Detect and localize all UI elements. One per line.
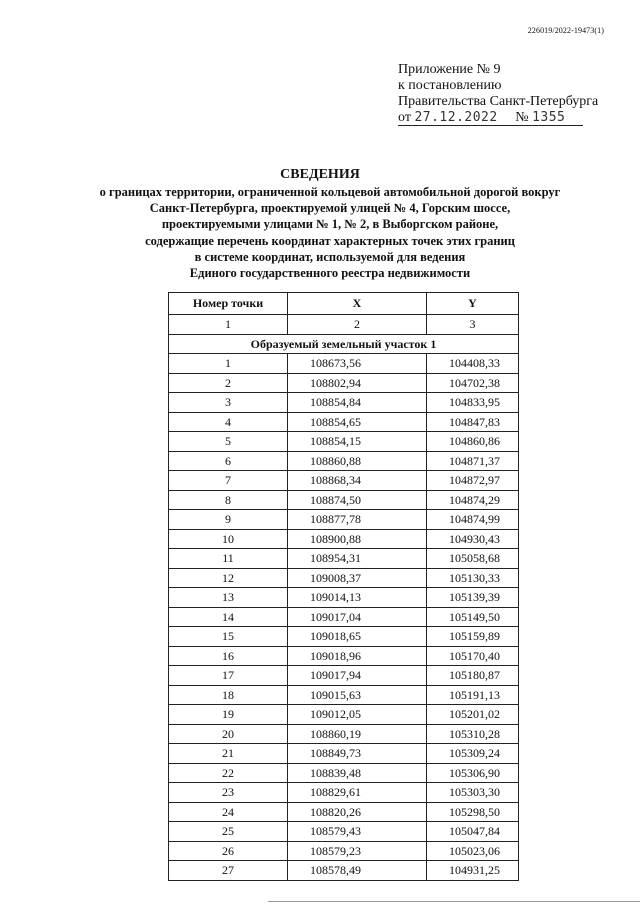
- point-number-cell: 19: [169, 705, 288, 725]
- y-cell: 105201,02: [427, 705, 519, 725]
- table-row: [169, 724, 519, 744]
- coordinates-table: [168, 292, 519, 881]
- point-number-cell: 21: [169, 744, 288, 764]
- y-cell: 104874,99: [427, 510, 519, 530]
- point-number-cell: 17: [169, 666, 288, 686]
- section-title: Образуемый земельный участок 1: [169, 334, 519, 354]
- table-row: [169, 666, 519, 686]
- appendix-line-3: Правительства Санкт-Петербурга: [398, 94, 599, 109]
- decree-number: 1355: [532, 110, 566, 125]
- table-row: [169, 783, 519, 803]
- table-row: [169, 705, 519, 725]
- x-cell: 109015,63: [288, 685, 427, 705]
- point-number-cell: 20: [169, 724, 288, 744]
- point-number-cell: 5: [169, 432, 288, 452]
- x-cell: 108579,43: [288, 822, 427, 842]
- x-cell: 108874,50: [288, 490, 427, 510]
- date-prefix: от: [398, 110, 411, 125]
- document-id: 226019/2022-19473(1): [527, 26, 604, 35]
- appendix-line-1: Приложение № 9: [398, 62, 501, 77]
- x-cell: 108868,34: [288, 471, 427, 491]
- table-row: [169, 646, 519, 666]
- y-cell: 105170,40: [427, 646, 519, 666]
- y-cell: 104871,37: [427, 451, 519, 471]
- x-cell: 108579,23: [288, 841, 427, 861]
- section-row: [169, 334, 519, 354]
- column-number-row: [169, 315, 519, 335]
- y-cell: 105191,13: [427, 685, 519, 705]
- table-row: [169, 510, 519, 530]
- y-cell: 105180,87: [427, 666, 519, 686]
- x-cell: 108860,19: [288, 724, 427, 744]
- y-cell: 105047,84: [427, 822, 519, 842]
- x-cell: 108849,73: [288, 744, 427, 764]
- column-number: 2: [288, 315, 427, 335]
- document-subtitle: [60, 184, 600, 281]
- table-row: [169, 841, 519, 861]
- y-cell: 105139,39: [427, 588, 519, 608]
- point-number-cell: 23: [169, 783, 288, 803]
- document-title: СВЕДЕНИЯ: [280, 167, 360, 182]
- column-number: 3: [427, 315, 519, 335]
- x-cell: 108900,88: [288, 529, 427, 549]
- x-cell: 108578,49: [288, 861, 427, 881]
- point-number-cell: 24: [169, 802, 288, 822]
- point-number-cell: 25: [169, 822, 288, 842]
- table-row: [169, 471, 519, 491]
- x-cell: 108854,65: [288, 412, 427, 432]
- y-cell: 104833,95: [427, 393, 519, 413]
- table-row: [169, 627, 519, 647]
- subtitle-line: о границах территории, ограниченной кольцевой автомобильной дорогой вокруг: [99, 185, 561, 199]
- x-cell: 108829,61: [288, 783, 427, 803]
- table-row: [169, 373, 519, 393]
- header-x: X: [288, 293, 427, 315]
- x-cell: 109017,94: [288, 666, 427, 686]
- point-number-cell: 8: [169, 490, 288, 510]
- header-y: Y: [427, 293, 519, 315]
- x-cell: 108802,94: [288, 373, 427, 393]
- point-number-cell: 18: [169, 685, 288, 705]
- x-cell: 108673,56: [288, 354, 427, 374]
- y-cell: 105310,28: [427, 724, 519, 744]
- subtitle-line: проектируемыми улицами № 1, № 2, в Выборгском районе,: [161, 217, 499, 232]
- table-row: [169, 490, 519, 510]
- x-cell: 108854,84: [288, 393, 427, 413]
- y-cell: 105303,30: [427, 783, 519, 803]
- appendix-line-2: к постановлению: [398, 78, 502, 93]
- x-cell: 108839,48: [288, 763, 427, 783]
- point-number-cell: 15: [169, 627, 288, 647]
- point-number-cell: 22: [169, 763, 288, 783]
- header-point-number: Номер точки: [169, 293, 288, 315]
- table-row: [169, 432, 519, 452]
- x-cell: 109012,05: [288, 705, 427, 725]
- table-header-row: [169, 293, 519, 315]
- point-number-cell: 16: [169, 646, 288, 666]
- point-number-cell: 27: [169, 861, 288, 881]
- table-row: [169, 763, 519, 783]
- point-number-cell: 9: [169, 510, 288, 530]
- subtitle-line: Единого государственного реестра недвижимости: [189, 266, 471, 281]
- point-number-cell: 26: [169, 841, 288, 861]
- table-row: [169, 549, 519, 569]
- point-number-cell: 6: [169, 451, 288, 471]
- appendix-date-line: [398, 110, 598, 126]
- point-number-cell: 12: [169, 568, 288, 588]
- y-cell: 105149,50: [427, 607, 519, 627]
- appendix-block: [398, 62, 598, 126]
- y-cell: 105309,24: [427, 744, 519, 764]
- y-cell: 105023,06: [427, 841, 519, 861]
- point-number-cell: 11: [169, 549, 288, 569]
- table-row: [169, 802, 519, 822]
- y-cell: 104847,83: [427, 412, 519, 432]
- table-row: [169, 354, 519, 374]
- x-cell: 109014,13: [288, 588, 427, 608]
- subtitle-line: содержащие перечень координат характерных точек этих границ: [145, 233, 515, 248]
- point-number-cell: 10: [169, 529, 288, 549]
- point-number-cell: 13: [169, 588, 288, 608]
- point-number-cell: 2: [169, 373, 288, 393]
- x-cell: 108860,88: [288, 451, 427, 471]
- point-number-cell: 4: [169, 412, 288, 432]
- column-number: 1: [169, 315, 288, 335]
- y-cell: 105058,68: [427, 549, 519, 569]
- x-cell: 108877,78: [288, 510, 427, 530]
- point-number-cell: 7: [169, 471, 288, 491]
- y-cell: 104408,33: [427, 354, 519, 374]
- x-cell: 109018,96: [288, 646, 427, 666]
- table-row: [169, 529, 519, 549]
- x-cell: 108854,15: [288, 432, 427, 452]
- y-cell: 104872,97: [427, 471, 519, 491]
- subtitle-line: Санкт-Петербурга, проектируемой улицей № 4, Горским шоссе,: [149, 201, 511, 216]
- table-row: [169, 607, 519, 627]
- subtitle-line: в системе координат, используемой для ведения: [194, 249, 466, 264]
- point-number-cell: 1: [169, 354, 288, 374]
- x-cell: 109018,65: [288, 627, 427, 647]
- date-field: [398, 111, 583, 126]
- table-row: [169, 685, 519, 705]
- y-cell: 104931,25: [427, 861, 519, 881]
- table-row: [169, 822, 519, 842]
- y-cell: 104930,43: [427, 529, 519, 549]
- decree-date: 27.12.2022: [414, 110, 498, 125]
- y-cell: 104860,86: [427, 432, 519, 452]
- y-cell: 105130,33: [427, 568, 519, 588]
- point-number-cell: 14: [169, 607, 288, 627]
- table-row: [169, 393, 519, 413]
- table-row: [169, 451, 519, 471]
- x-cell: 108954,31: [288, 549, 427, 569]
- table-row: [169, 568, 519, 588]
- x-cell: 108820,26: [288, 802, 427, 822]
- y-cell: 104874,29: [427, 490, 519, 510]
- y-cell: 104702,38: [427, 373, 519, 393]
- table-row: [169, 588, 519, 608]
- scan-edge-line: [268, 901, 640, 905]
- y-cell: 105159,89: [427, 627, 519, 647]
- y-cell: 105306,90: [427, 763, 519, 783]
- x-cell: 109017,04: [288, 607, 427, 627]
- point-number-cell: 3: [169, 393, 288, 413]
- x-cell: 109008,37: [288, 568, 427, 588]
- y-cell: 105298,50: [427, 802, 519, 822]
- number-prefix: №: [515, 110, 529, 125]
- table-row: [169, 412, 519, 432]
- table-row: [169, 744, 519, 764]
- table-row: [169, 861, 519, 881]
